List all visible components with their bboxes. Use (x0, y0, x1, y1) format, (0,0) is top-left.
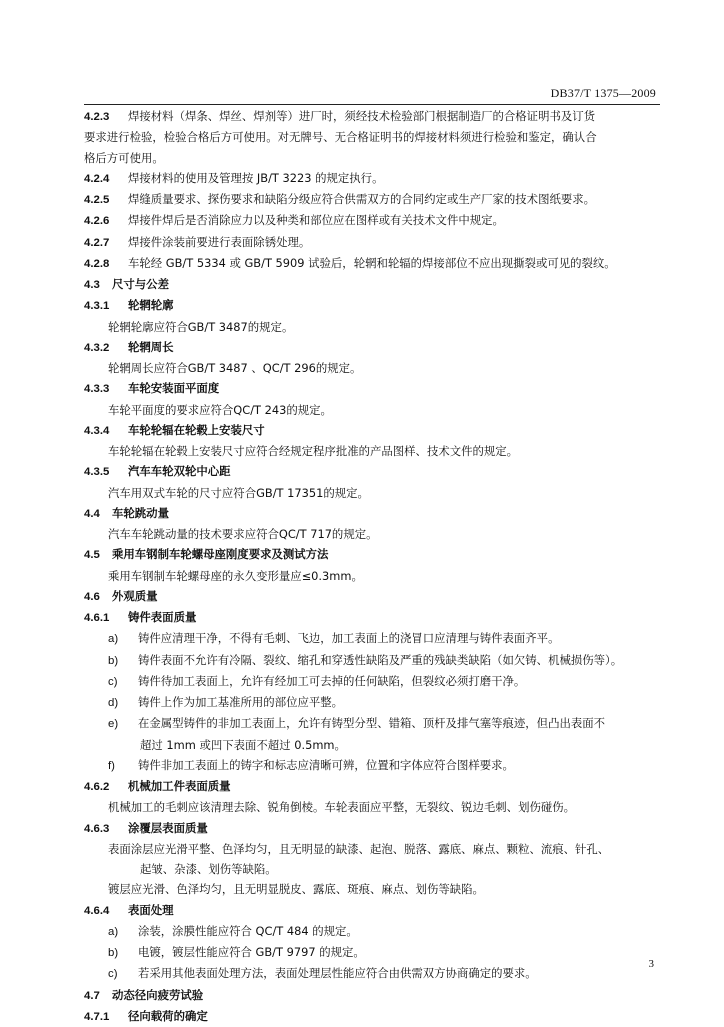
list-item-label: e) (108, 718, 119, 731)
list-item-text: 铸件非加工表面上的铸字和标志应清晰可辨，位置和字体应符合图样要求。 (138, 757, 514, 772)
list-item (84, 650, 660, 671)
list-item-text: 铸件待加工表面上，允许有经加工可去掉的任何缺陷，但裂纹必须打磨干净。 (138, 673, 526, 688)
clause-number: 4.2.5 (84, 194, 110, 206)
clause-line (84, 232, 660, 253)
document-code: DB37/T 1375—2009 (550, 86, 656, 100)
header-rule (84, 104, 660, 105)
list-item (84, 755, 660, 776)
clause-line (84, 210, 660, 231)
clause-text: 焊接材料（焊条、焊丝、焊剂等）进厂时，须经技术检验部门根据制造厂的合格证明书及订货 (128, 109, 596, 123)
clause-number: 4.3.4 (84, 424, 110, 437)
list-item-text: 在金属型铸件的非加工表面上，允许有铸型分型、错箱、顶杆及排气塞等痕迹，但凸出表面不 (138, 716, 606, 731)
list-item-text: 涂装，涂膜性能应符合 QC/T 484 的规定。 (138, 923, 358, 938)
page-number: 3 (648, 958, 654, 970)
list-item-text: 电镀，镀层性能应符合 GB/T 9797 的规定。 (138, 945, 365, 959)
list-item-label: a) (108, 925, 119, 938)
paragraph-line: 要求进行检验，检验合格后方可使用。对无牌号、无合格证明书的焊接材料须进行检验和鉴定，确认合 (84, 130, 597, 145)
clause-text: 车轮安装面平面度 (128, 381, 220, 396)
clause-number: 4.6.2 (84, 781, 110, 793)
section-heading (84, 586, 660, 607)
list-item-text: 若采用其他表面处理方法，表面处理层性能应符合由供需双方协商确定的要求。 (138, 966, 537, 981)
clause-line (84, 189, 660, 210)
clause-text: 焊接件涂装前要进行表面除锈处理。 (128, 234, 311, 249)
list-item-label: d) (108, 697, 119, 709)
paragraph-line: 轮辋周长应符合GB/T 3487 、QC/T 296的规定。 (108, 361, 362, 375)
section-heading (84, 274, 660, 295)
clause-text: 汽车车轮双轮中心距 (128, 464, 231, 479)
clause-number: 4.7.1 (84, 1010, 110, 1023)
paragraph-line: 车轮轮辐在轮毂上安装尺寸应符合经规定程序批准的产品图样、技术文件的规定。 (108, 444, 519, 458)
clause-text: 涂覆层表面质量 (128, 820, 208, 835)
section-heading (84, 776, 660, 797)
section-heading (84, 420, 660, 441)
clause-line (84, 106, 660, 127)
clause-text: 动态径向疲劳试验 (112, 987, 204, 1002)
clause-text: 焊接件焊后是否消除应力以及种类和部位应在图样或有关技术文件中规定。 (128, 213, 504, 228)
clause-text: 外观质量 (112, 588, 158, 603)
section-heading (84, 607, 660, 628)
paragraph-line: 超过 1mm 或凹下表面不超过 0.5mm。 (140, 737, 346, 752)
list-item (84, 921, 660, 942)
clause-text: 铸件表面质量 (128, 610, 197, 624)
list-item-text: 铸件表面不允许有冷隔、裂纹、缩孔和穿透性缺陷及严重的残缺类缺陷（如欠铸、机械损伤等）。 (138, 652, 623, 667)
section-heading (84, 295, 660, 316)
clause-text: 径向载荷的确定 (128, 1008, 208, 1023)
paragraph-line: 车轮平面度的要求应符合QC/T 243的规定。 (108, 402, 332, 417)
clause-number: 4.2.6 (84, 215, 110, 228)
document-body (84, 106, 660, 1027)
section-heading (84, 461, 660, 482)
paragraph-line: 起皱、杂漆、划伤等缺陷。 (140, 862, 277, 876)
list-item-label: b) (108, 947, 119, 959)
clause-number: 4.2.8 (84, 257, 110, 270)
clause-line (84, 253, 660, 274)
section-heading (84, 378, 660, 399)
clause-number: 4.6.4 (84, 904, 110, 917)
clause-text: 车轮轮辐在轮毂上安装尺寸 (128, 422, 265, 437)
list-item (84, 942, 660, 963)
list-item-text: 铸件上作为加工基准所用的部位应平整。 (138, 695, 344, 709)
section-heading (84, 985, 660, 1006)
clause-text: 轮辋周长 (128, 339, 174, 354)
list-item-label: f) (108, 759, 115, 772)
clause-text: 乘用车钢制车轮螺母座刚度要求及测试方法 (112, 547, 329, 562)
paragraph-line: 汽车用双式车轮的尺寸应符合GB/T 17351的规定。 (108, 485, 369, 500)
clause-number: 4.4 (84, 507, 100, 520)
section-heading (84, 337, 660, 358)
clause-text: 焊接材料的使用及管理按 JB/T 3223 的规定执行。 (128, 170, 384, 185)
clause-text: 尺寸与公差 (112, 277, 169, 291)
section-heading (84, 544, 660, 565)
list-item-text: 铸件应清理干净，不得有毛刺、飞边，加工表面上的浇冒口应清理与铸件表面齐平。 (138, 631, 560, 646)
clause-number: 4.6 (84, 590, 100, 603)
clause-number: 4.2.7 (84, 236, 110, 249)
clause-number: 4.3.2 (84, 341, 110, 354)
clause-text: 机械加工件表面质量 (128, 779, 231, 793)
clause-number: 4.3.5 (84, 466, 110, 479)
paragraph-line: 表面涂层应光滑平整、色泽均匀，且无明显的缺漆、起泡、脱落、露底、麻点、颗粒、流痕、针孔、 (108, 841, 610, 856)
clause-number: 4.6.1 (84, 612, 110, 624)
clause-number: 4.3.3 (84, 383, 110, 396)
list-item (84, 692, 660, 713)
clause-number: 4.5 (84, 549, 100, 562)
section-heading (84, 503, 660, 524)
list-item-label: a) (108, 633, 119, 646)
clause-number: 4.6.3 (84, 822, 110, 835)
paragraph-line: 镀层应光滑、色泽均匀，且无明显脱皮、露底、斑痕、麻点、划伤等缺陷。 (108, 882, 484, 897)
clause-text: 车轮跳动量 (112, 505, 169, 520)
section-heading (84, 900, 660, 921)
paragraph-line: 乘用车钢制车轮螺母座的永久变形量应≤0.3mm。 (108, 568, 363, 583)
list-item (84, 713, 660, 734)
list-item-label: c) (108, 675, 118, 688)
clause-number: 4.3.1 (84, 300, 110, 313)
list-item-label: c) (108, 968, 118, 981)
clause-number: 4.7 (84, 989, 100, 1002)
list-item (84, 628, 660, 649)
clause-number: 4.2.3 (84, 111, 110, 123)
clause-number: 4.3 (84, 279, 100, 291)
clause-line (84, 168, 660, 189)
clause-text: 表面处理 (128, 902, 174, 917)
list-item (84, 963, 660, 984)
paragraph-line: 格后方可使用。 (84, 150, 164, 165)
list-item (84, 671, 660, 692)
clause-text: 车轮经 GB/T 5334 或 GB/T 5909 试验后，轮辋和轮辐的焊接部位不应出现撕裂或可见的裂纹。 (128, 255, 616, 270)
clause-text: 焊缝质量要求、探伤要求和缺陷分级应符合供需双方的合同约定或生产厂家的技术图纸要求。 (128, 192, 596, 206)
clause-text: 轮辋轮廓 (128, 298, 174, 313)
paragraph-line: 机械加工的毛刺应该清理去除、锐角倒棱。车轮表面应平整，无裂纹、锐边毛刺、划伤碰伤。 (108, 800, 576, 815)
paragraph-line: 轮辋轮廓应符合GB/T 3487的规定。 (108, 319, 294, 334)
paragraph-line: 汽车车轮跳动量的技术要求应符合QC/T 717的规定。 (108, 527, 378, 541)
list-item-label: b) (108, 654, 119, 667)
section-heading (84, 818, 660, 839)
clause-number: 4.2.4 (84, 172, 110, 185)
